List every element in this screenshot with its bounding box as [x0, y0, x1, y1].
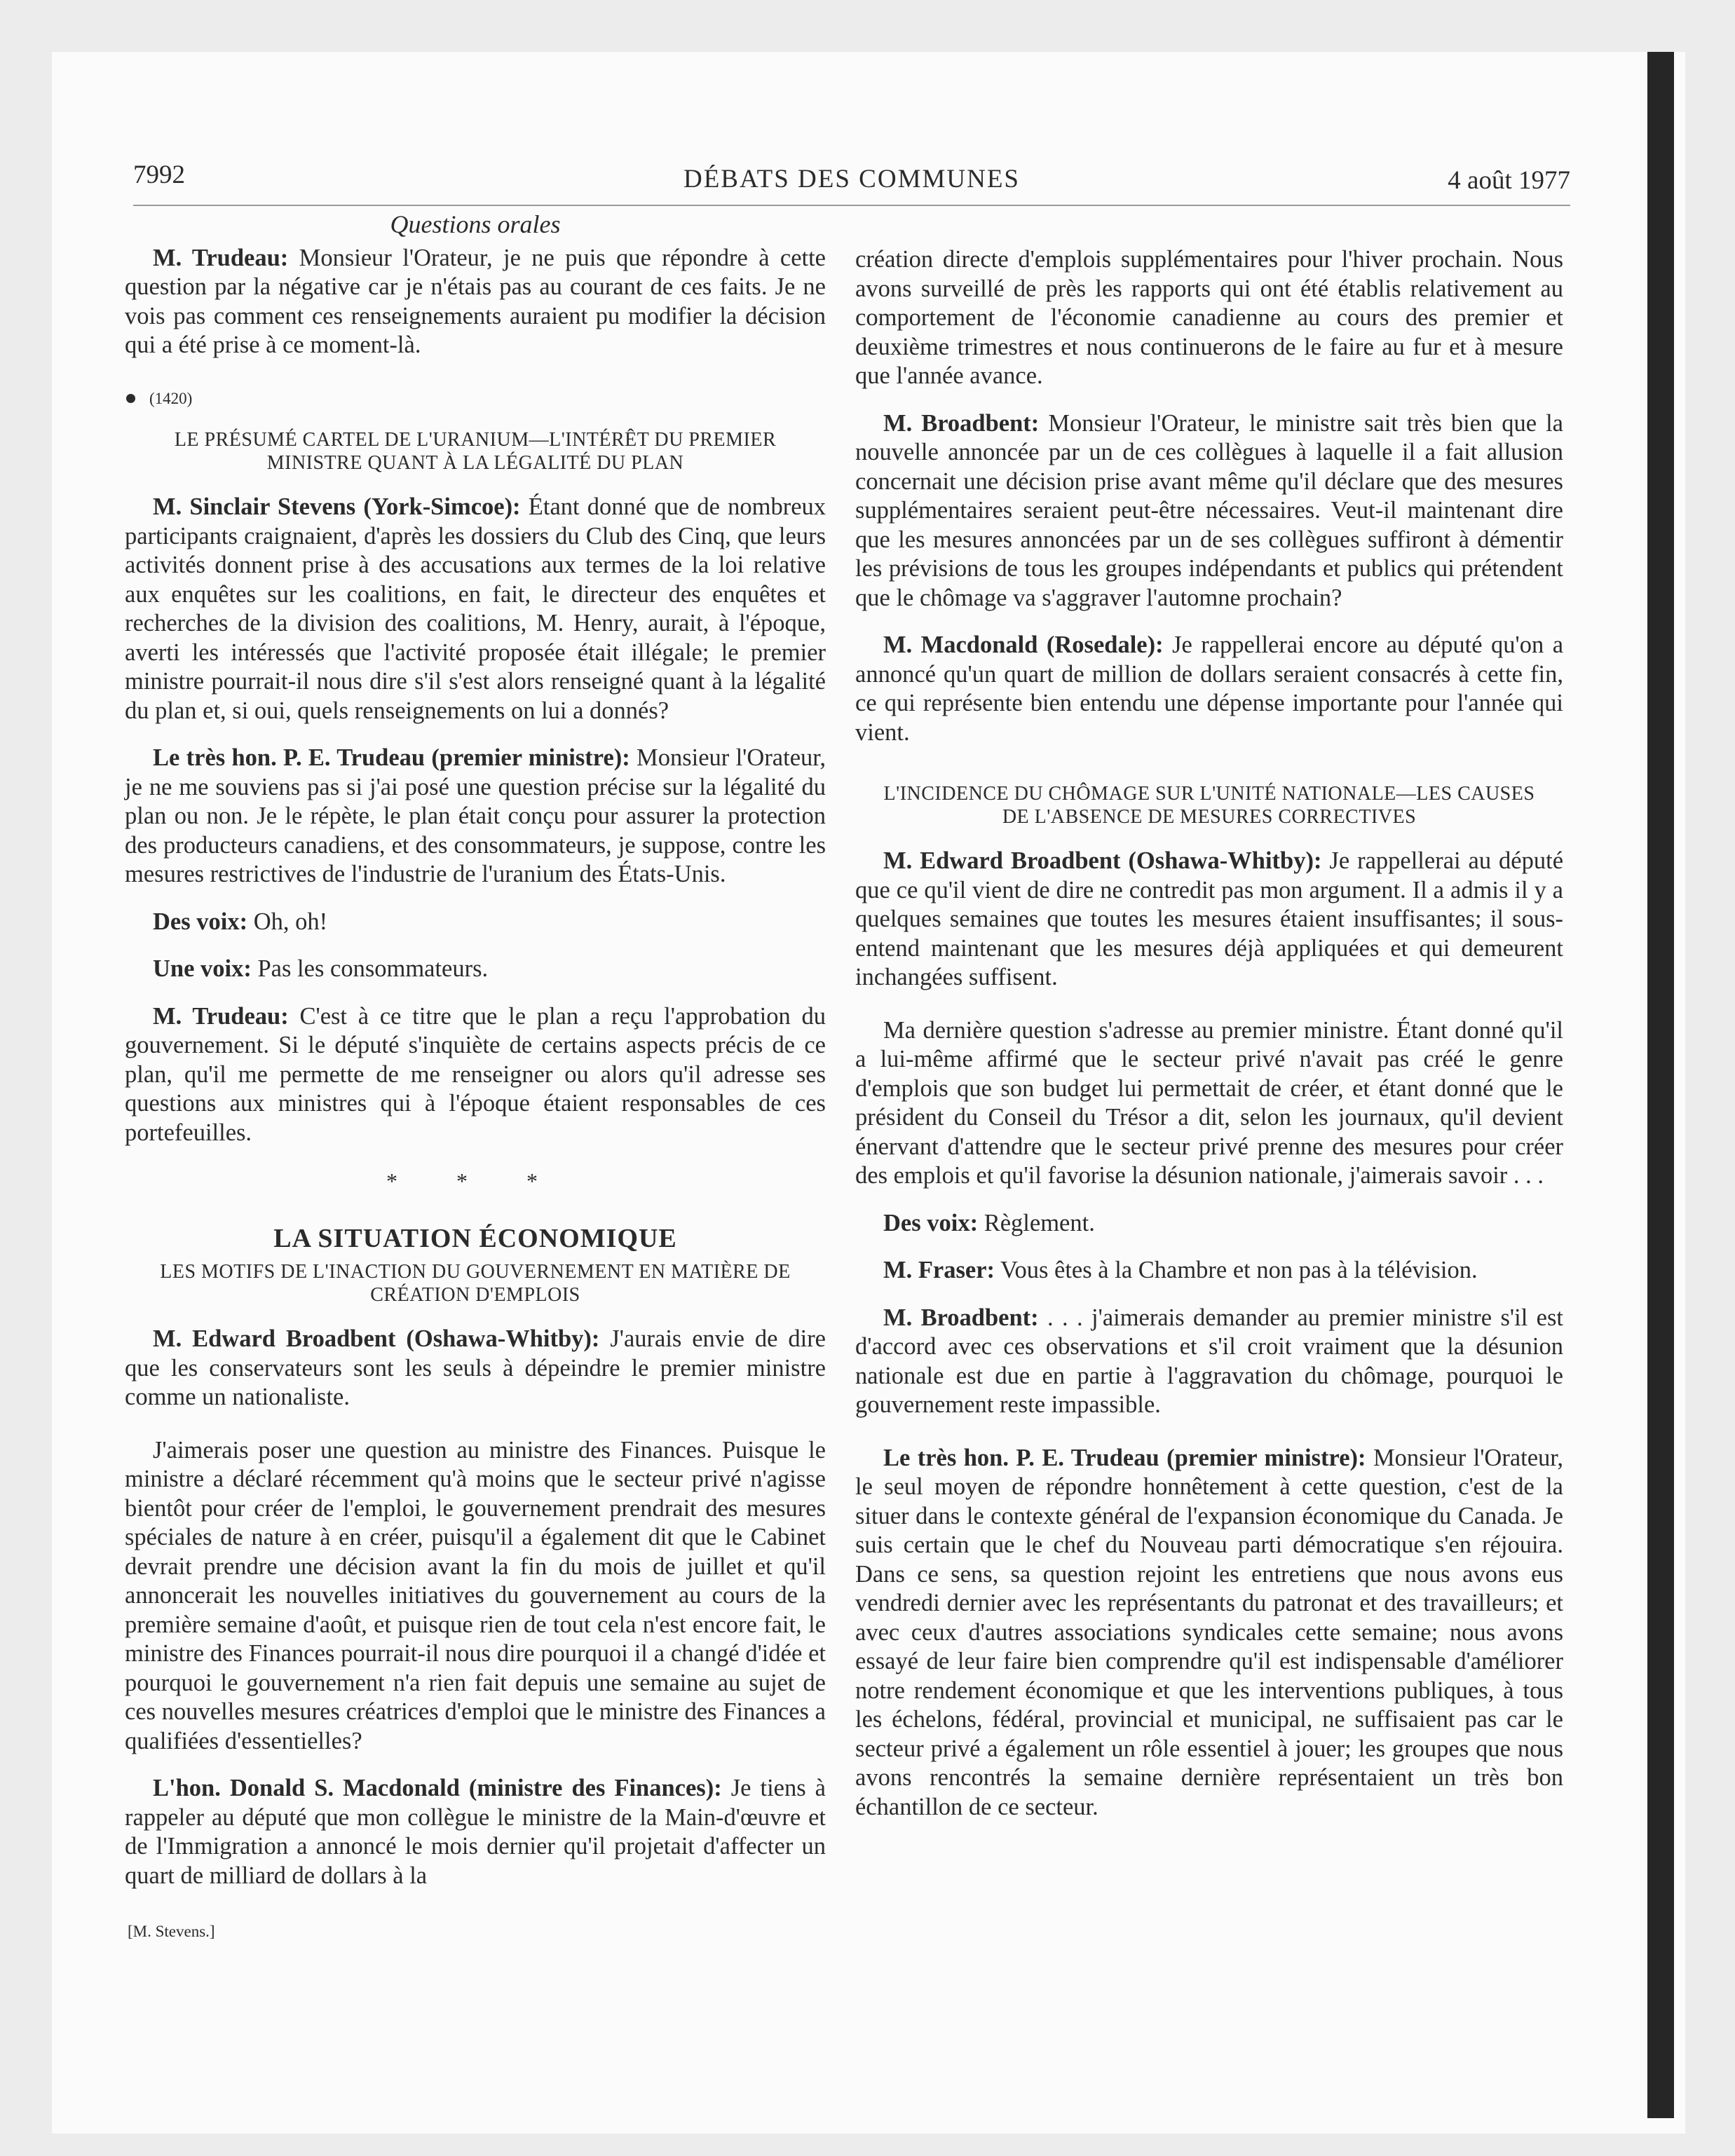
- speaker-name: M. Trudeau:: [153, 1002, 289, 1030]
- paragraph-text: Vous êtes à la Chambre et non pas à la télévision.: [1000, 1257, 1478, 1283]
- paragraph-text: Monsieur l'Orateur, le ministre sait très bien que la nouvelle annoncée par un de ces collègues à laquelle il a fait allusion concernait une décision prise avant même qu'il déclare que des mesures supplémentaires seraient peut-être nécessaires. Veut-il maintenant dire que les mesures annoncées par un de ses collègues suffiront à démentir les prévisions de tous les groupes indépendants et publics qui prétendent que le chômage va s'aggraver l'automne prochain?: [855, 409, 1563, 611]
- timestamp: [125, 384, 826, 414]
- paragraph: [855, 1304, 1563, 1420]
- speaker-name: Une voix:: [153, 955, 252, 982]
- paragraph: [855, 409, 1563, 613]
- speaker-name: Le très hon. P. E. Trudeau (premier ministre):: [883, 1444, 1366, 1471]
- paragraph: [855, 1256, 1563, 1285]
- bullet-icon: [126, 394, 135, 403]
- paragraph-text: Monsieur l'Orateur, le seul moyen de répondre honnêtement à cette question, c'est de la situer dans le contexte général de l'expansion économique du Canada. Je suis certain que le chef du Nouveau parti démocratique s'en réjouira. Dans ce sens, sa question rejoint les entretiens que nous avons eus vendredi dernier avec les représentants du patronat et des travailleurs; et avec ceux d'autres associations syndicales cette semaine; nous avons essayé de leur faire bien comprendre qu'il est indispensable d'améliorer notre rendement économique et que les interventions publiques, à tous les échelons, fédéral, provincial et municipal, ne suffisaient pas car le secteur privé a également un rôle essentiel à jouer; les groupes que nous avons rencontrés la semaine dernière représentaient un très bon échantillon de ce secteur.: [855, 1444, 1564, 1820]
- speaker-name: M. Sinclair Stevens (York-Simcoe):: [153, 493, 521, 520]
- speaker-name: M. Broadbent:: [883, 1304, 1039, 1331]
- paragraph-text: . . . j'aimerais demander au premier ministre s'il est d'accord avec ces observations et s'il croit vraiment que la désunion nationale est due en partie à l'aggravation du chômage, pourquoi le gouvernement reste impassible.: [855, 1304, 1564, 1418]
- paragraph: [855, 245, 1563, 391]
- speaker-name: M. Edward Broadbent (Oshawa-Whitby):: [153, 1325, 600, 1352]
- paragraph: [125, 908, 826, 937]
- paragraph: [855, 1016, 1563, 1191]
- section-separator: * * *: [386, 1168, 564, 1194]
- paragraph-text: Pas les consommateurs.: [257, 955, 489, 982]
- paragraph-text: Étant donné que de nombreux participants craignaient, d'après les dossiers du Club des Cinq, que leurs activités donnent prise à des accusations aux termes de la loi relative aux enquêtes sur les coalitions, en fait, le directeur des enquêtes et recherches de la division des coalitions, M. Henry, aurait, à l'époque, averti les intéressés que l'activité proposée était illégale; le premier ministre pourrait-il nous dire s'il s'est alors renseigné quant à la légalité du plan et, si oui, quels renseignements on lui a donnés?: [125, 493, 826, 724]
- paragraph-text: Règlement.: [984, 1209, 1095, 1236]
- speaker-name: M. Broadbent:: [883, 409, 1040, 437]
- paragraph-text: création directe d'emplois supplémentaires pour l'hiver prochain. Nous avons surveillé de près les rapports qui ont été établis relativement au comportement de l'économie canadienne au cours des premier et deuxième trimestres et nous continuerons de le faire au fur et à mesure que l'année avance.: [855, 246, 1563, 389]
- paragraph: [855, 631, 1563, 747]
- main-heading: LA SITUATION ÉCONOMIQUE: [273, 1223, 677, 1253]
- paragraph: [125, 1436, 826, 1756]
- paragraph-text: Monsieur l'Orateur, je ne puis que répondre à cette question par la négative car je n'étais pas au courant de ces faits. Je ne vois pas comment ces renseignements auraient pu modifier la décision qui a été prise à ce moment-là.: [125, 244, 826, 358]
- paragraph-text: Je rappellerai au député que ce qu'il vient de dire ne contredit pas mon argument. Il a admis il y a quelques semaines que toutes les mesures étaient insuffisantes; il sous-entend maintenant que les mesures déjà appliquées et qui demeurent inchangées suffisent.: [855, 847, 1564, 990]
- subject-heading: L'INCIDENCE DU CHÔMAGE SUR L'UNITÉ NATIONALE—LES CAUSES DE L'ABSENCE DE MESURES CORRECTIVES: [883, 783, 1535, 828]
- paragraph: [125, 1325, 826, 1412]
- paragraph-text: Je tiens à rappeler au député que mon collègue le ministre de la Main-d'œuvre et de l'Immigration a annoncé le mois dernier qu'il projetait d'affecter un quart de milliard de dollars à la: [125, 1775, 826, 1889]
- section-label: Questions orales: [390, 210, 561, 238]
- subject-heading: LE PRÉSUMÉ CARTEL DE L'URANIUM—L'INTÉRÊT DU PREMIER MINISTRE QUANT À LA LÉGALITÉ DU PLAN: [174, 429, 777, 474]
- speaker-name: M. Edward Broadbent (Oshawa-Whitby):: [883, 847, 1322, 874]
- footnote: [M. Stevens.]: [128, 1923, 215, 1940]
- paragraph-text: Ma dernière question s'adresse au premier ministre. Étant donné qu'il a lui-même affirmé que le secteur privé n'avait pas créé le genre d'emplois que son budget lui permettait de créer, et étant donné que le président du Conseil du Trésor a dit, selon les journaux, qu'il devient énervant d'attendre que le secteur privé prenne des mesures pour créer des emplois et qu'il favorise la désunion nationale, j'aimerais savoir . . .: [855, 1016, 1563, 1189]
- scan-edge-bar: [1647, 52, 1674, 2118]
- paragraph-text: J'aurais envie de dire que les conservateurs sont les seuls à dépeindre le premier ministre comme un nationaliste.: [125, 1325, 826, 1410]
- paragraph-text: C'est à ce titre que le plan a reçu l'approbation du gouvernement. Si le député s'inquiète de certains aspects précis de ce plan, qu'il me permette de me renseigner ou alors qu'il adresse ses questions aux ministres qui à l'époque étaient responsables de ces portefeuilles.: [125, 1002, 826, 1146]
- speaker-name: L'hon. Donald S. Macdonald (ministre des Finances):: [153, 1775, 722, 1801]
- subject-heading: LES MOTIFS DE L'INACTION DU GOUVERNEMENT EN MATIÈRE DE CRÉATION D'EMPLOIS: [160, 1261, 791, 1306]
- paragraph: [125, 244, 826, 360]
- paragraph: [855, 1444, 1563, 1822]
- paragraph: [855, 847, 1563, 992]
- paragraph-text: Je rappellerai encore au député qu'on a annoncé qu'un quart de million de dollars seraient consacrés à cette fin, ce qui représente bien entendu une dépense importante pour l'année qui vient.: [855, 632, 1564, 746]
- paragraph: [125, 493, 826, 725]
- timestamp-text: (1420): [149, 389, 193, 407]
- paragraph: [125, 744, 826, 889]
- paragraph: [855, 1209, 1563, 1239]
- speaker-name: M. Fraser:: [883, 1257, 995, 1283]
- paragraph: [125, 955, 826, 984]
- page-number: 7992: [133, 161, 185, 189]
- publication-title: DÉBATS DES COMMUNES: [683, 165, 1020, 193]
- publication-date: 4 août 1977: [1448, 166, 1570, 195]
- speaker-name: Le très hon. P. E. Trudeau (premier ministre):: [153, 744, 630, 771]
- speaker-name: Des voix:: [883, 1209, 979, 1236]
- paragraph-text: Oh, oh!: [253, 908, 328, 935]
- paragraph: [125, 1774, 826, 1890]
- left-column: [125, 210, 826, 1946]
- paragraph-text: Monsieur l'Orateur, je ne me souviens pas si j'ai posé une question précise sur la légalité du plan ou non. Je le répète, le plan était conçu pour assurer la protection des producteurs canadiens, et des consommateurs, je suppose, contre les mesures restrictives de l'industrie de l'uranium des États-Unis.: [125, 744, 826, 887]
- speaker-name: Des voix:: [153, 908, 248, 935]
- paragraph-text: J'aimerais poser une question au ministre des Finances. Puisque le ministre a déclaré récemment qu'à moins que le secteur privé n'agisse bientôt pour créer de l'emploi, le gouvernement prendrait des mesures spéciales de nature à en créer, puisqu'il a également dit que le Cabinet devrait prendre une décision avant la fin du mois de juillet et qu'il annoncerait les nouvelles initiatives du gouvernement au cours de la première semaine d'août, et puisque rien de tout cela n'est encore fait, le ministre des Finances pourrait-il nous dire pourquoi il a changé d'idée et pourquoi le gouvernement n'a rien fait depuis une semaine au sujet de ces nouvelles mesures créatrices d'emploi que le ministre des Finances a qualifiées d'essentielles?: [125, 1436, 826, 1754]
- speaker-name: M. Trudeau:: [153, 244, 289, 271]
- right-column: [855, 210, 1563, 1822]
- page-header: [133, 160, 1570, 206]
- speaker-name: M. Macdonald (Rosedale):: [883, 632, 1164, 658]
- paragraph: [125, 1002, 826, 1148]
